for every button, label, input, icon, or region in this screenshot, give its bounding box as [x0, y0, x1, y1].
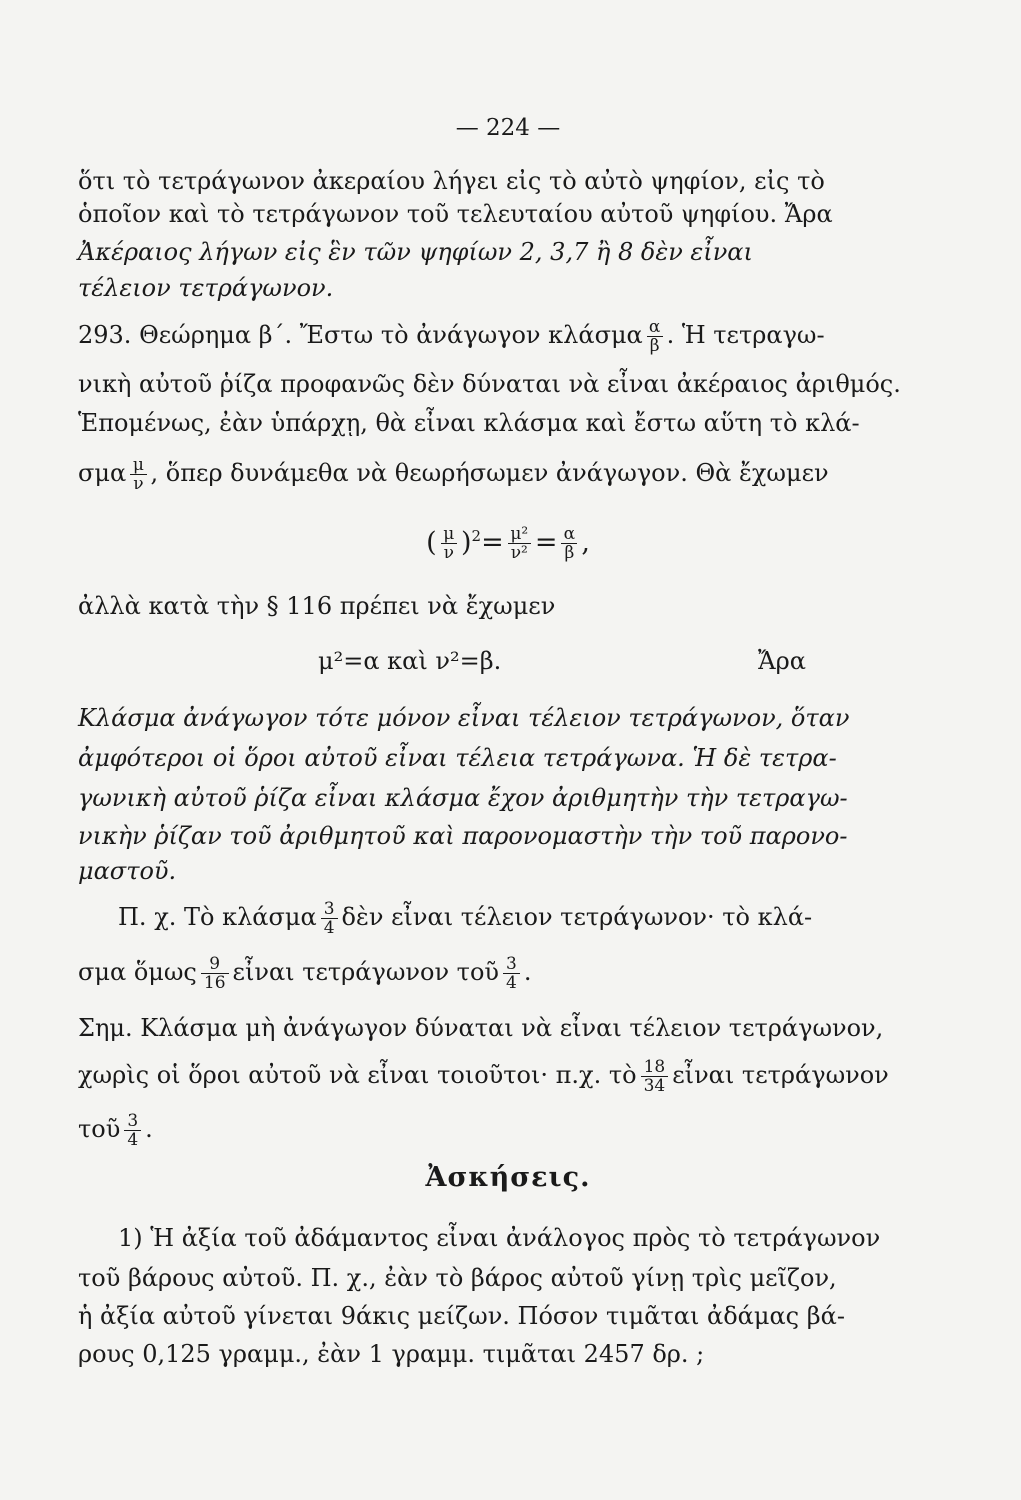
text-span: τοῦ — [78, 1115, 121, 1143]
period: . — [145, 1115, 153, 1143]
text-span: εἶναι τετράγωνον — [672, 1061, 889, 1089]
note-line: Σημ. Κλάσμα μὴ ἀνάγωγον δύναται νὰ εἶναι τέλειον τετράγωνον, — [78, 1014, 884, 1042]
fraction-numerator: 9 — [209, 954, 221, 974]
fraction-alpha-beta — [647, 318, 663, 355]
fraction-numerator: 18 — [643, 1057, 666, 1077]
text-span: Π. χ. Τὸ κλάσμα — [118, 903, 317, 931]
theorem-text: 293. Θεώρημα β΄. Ἔστω τὸ ἀνάγωγον κλάσμα — [78, 321, 643, 349]
note-line — [78, 1058, 938, 1095]
display-equation — [78, 520, 938, 562]
text-line: ὅτι τὸ τετράγωνον ἀκεραίου λήγει εἰς τὸ αὐτὸ ψηφίον, εἰς τὸ — [78, 167, 825, 195]
theorem-statement: Κλάσμα ἀνάγωγον τότε μόνον εἶναι τέλειον τετράγωνον, ὅταν — [78, 704, 850, 732]
text-line: Ἀκέραιος λήγων εἰς ἓν τῶν ψηφίων 2, 3,7 ἢ 8 δὲν εἶναι — [78, 238, 753, 266]
fraction-numerator: α — [648, 317, 661, 337]
text-span: , ὅπερ δυνάμεθα νὰ θεωρήσωμεν ἀνάγωγον. Θὰ ἔχωμεν — [150, 459, 829, 487]
fraction-9-16 — [201, 955, 229, 992]
conclusion-word: Ἄρα — [758, 647, 806, 675]
note-line — [78, 1112, 938, 1149]
fraction-3-4 — [503, 955, 520, 992]
fraction-numerator: μ — [132, 455, 144, 475]
exercise-line: τοῦ βάρους αὐτοῦ. Π. χ., ἐὰν τὸ βάρος αὐτοῦ γίνῃ τρὶς μεῖζον, — [78, 1264, 837, 1292]
text-span: χωρὶς οἱ ὅροι αὐτοῦ νὰ εἶναι τοιοῦτοι· π.χ. τὸ — [78, 1061, 637, 1089]
fraction-18-34 — [641, 1058, 669, 1095]
text-span: δὲν εἶναι τέλειον τετράγωνον· τὸ κλά- — [341, 903, 813, 931]
period: . — [523, 958, 532, 986]
exercise-line: ἡ ἀξία αὐτοῦ γίνεται 9άκις μείζων. Πόσον τιμᾶται ἀδάμας βά- — [78, 1302, 845, 1330]
fraction-denominator: 4 — [503, 973, 520, 992]
text-line: ἀλλὰ κατὰ τὴν § 116 πρέπει νὰ ἔχωμεν — [78, 592, 556, 620]
section-heading: Ἀσκήσεις. — [425, 1162, 591, 1193]
relation: μ²=α καὶ ν²=β. — [318, 647, 502, 675]
example-line — [78, 955, 938, 992]
fraction-denominator: ν² — [508, 543, 531, 562]
fraction-denominator: β — [647, 336, 663, 355]
fraction-denominator: 4 — [321, 918, 338, 937]
text-span: σμα — [78, 459, 127, 487]
fraction-3-4 — [124, 1112, 141, 1149]
theorem-line — [78, 318, 938, 355]
fraction-alpha-beta — [561, 525, 577, 562]
exercise-line: ρους 0,125 γραμμ., ἐὰν 1 γραμμ. τιμᾶται 2457 δρ. ; — [78, 1340, 705, 1368]
text-span: σμα ὅμως — [78, 958, 197, 986]
fraction-denominator: ν — [130, 474, 146, 493]
equals-sign: = — [481, 527, 504, 558]
example-line — [118, 900, 978, 937]
paren-left: ( — [426, 527, 437, 558]
text-line: τέλειον τετράγωνον. — [78, 274, 334, 302]
fraction-numerator: 3 — [323, 899, 335, 919]
fraction-denominator: 4 — [124, 1130, 141, 1149]
fraction-numerator: α — [563, 524, 576, 544]
page-number: — 224 — — [455, 115, 561, 141]
fraction-3-4 — [321, 900, 338, 937]
theorem-statement: νικὴν ῥίζαν τοῦ ἀριθμητοῦ καὶ παρονομαστὴν τὴν τοῦ παρονο- — [78, 822, 848, 850]
fraction-mu-nu — [130, 456, 146, 493]
fraction-numerator: 3 — [127, 1111, 139, 1131]
comma: , — [581, 527, 590, 558]
fraction-denominator: 34 — [641, 1076, 669, 1095]
theorem-statement: μαστοῦ. — [78, 857, 177, 885]
fraction-mu-nu — [441, 525, 457, 562]
fraction-numerator: 3 — [506, 954, 517, 974]
exponent: 2 — [471, 527, 482, 545]
fraction-numerator: μ² — [510, 524, 529, 544]
paren-right: ) — [460, 527, 472, 558]
theorem-statement: ἀμφότεροι οἱ ὅροι αὐτοῦ εἶναι τέλεια τετράγωνα. Ἡ δὲ τετρα- — [78, 744, 837, 772]
equals-sign: = — [534, 527, 558, 558]
text-span: εἶναι τετράγωνον τοῦ — [232, 958, 499, 986]
text-line: ὁποῖον καὶ τὸ τετράγωνον τοῦ τελευταίου αὐτοῦ ψηφίου. Ἄρα — [78, 200, 833, 228]
fraction-numerator: μ — [443, 524, 455, 544]
text-line: Ἑπομένως, ἐὰν ὑπάρχῃ, θὰ εἶναι κλάσμα καὶ ἔστω αὕτη τὸ κλά- — [78, 409, 860, 437]
fraction-mu2-nu2 — [508, 525, 531, 562]
exercise-line: 1) Ἡ ἀξία τοῦ ἀδάμαντος εἶναι ἀνάλογος πρὸς τὸ τετράγωνον — [118, 1224, 881, 1252]
fraction-denominator: ν — [441, 543, 457, 562]
fraction-denominator: β — [561, 543, 577, 562]
theorem-statement: γωνικὴ αὐτοῦ ῥίζα εἶναι κλάσμα ἔχον ἀριθμητὴν τὴν τετραγω- — [78, 784, 848, 812]
text-line — [78, 456, 938, 493]
fraction-denominator: 16 — [201, 973, 229, 992]
text-line: νικὴ αὐτοῦ ῥίζα προφανῶς δὲν δύναται νὰ εἶναι ἀκέραιος ἀριθμός. — [78, 370, 901, 398]
theorem-text-cont: . Ἡ τετραγω- — [666, 321, 825, 349]
